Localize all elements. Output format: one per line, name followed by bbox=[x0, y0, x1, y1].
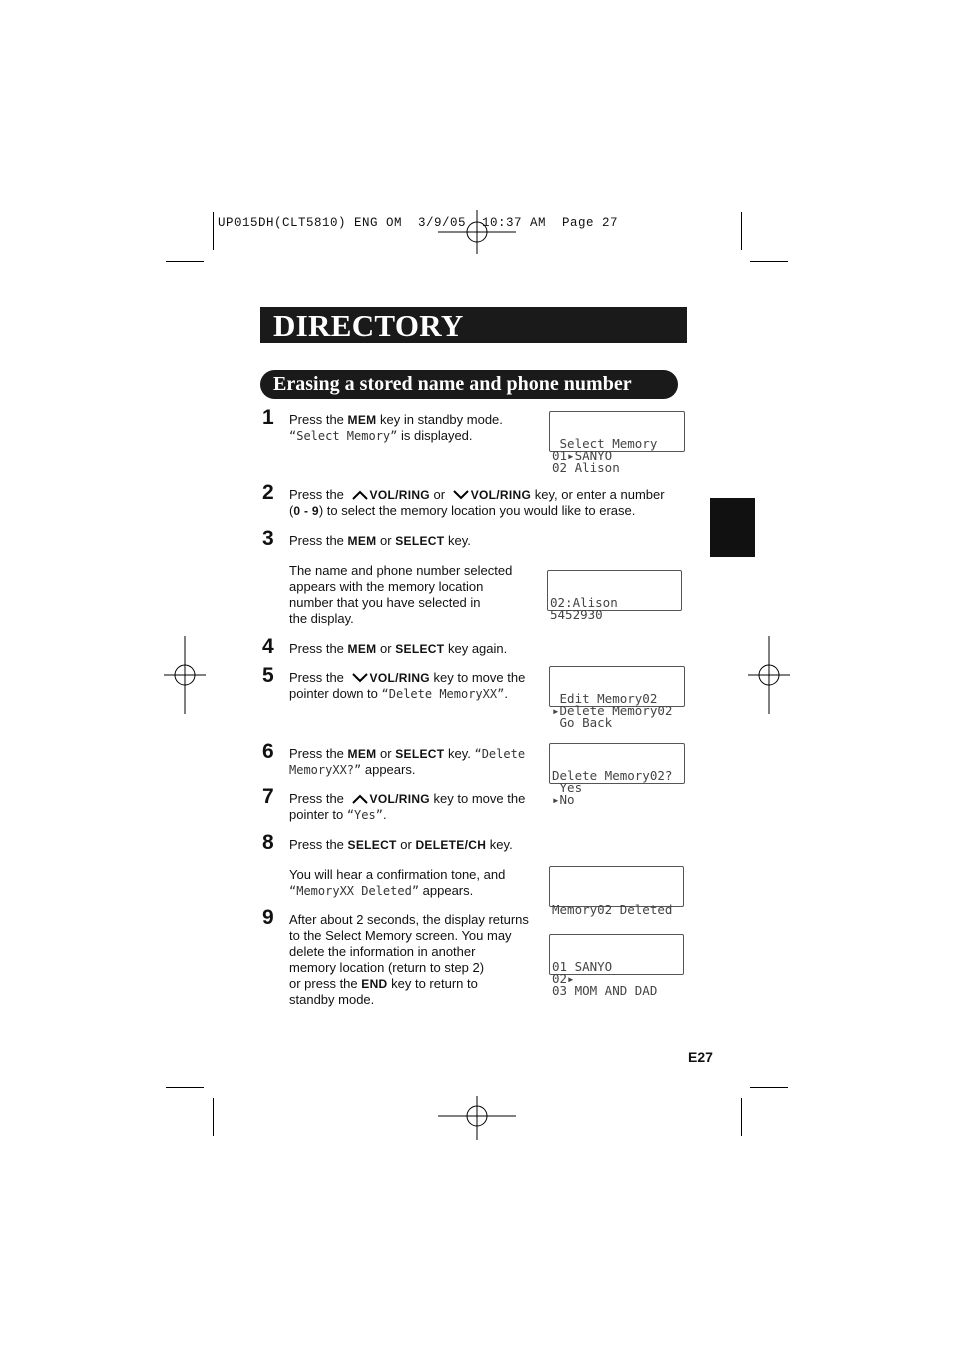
title-banner bbox=[260, 307, 687, 343]
step-number: 9 bbox=[262, 906, 274, 929]
lcd-display: Select Memory 01▸SANYO 02 Alison bbox=[549, 411, 685, 452]
step-8-text: Press the SELECT or DELETE/CH key. bbox=[289, 837, 513, 852]
page-number: E27 bbox=[688, 1049, 713, 1065]
section-title: Erasing a stored name and phone number bbox=[273, 373, 632, 395]
crop-mark bbox=[166, 261, 204, 262]
registration-mark-icon bbox=[438, 1096, 516, 1140]
step-2-text: Press the VOL/RING or VOL/RING key, or enter a number (0 - 9) to select the memory location you would like to erase. bbox=[289, 487, 665, 518]
step-number: 6 bbox=[262, 740, 274, 763]
step-6-text: Press the MEM or SELECT key. “Delete MemoryXX?” appears. bbox=[289, 746, 526, 777]
registration-mark-icon bbox=[748, 636, 790, 714]
caret-up-icon bbox=[352, 794, 368, 804]
crop-mark bbox=[741, 1098, 742, 1136]
crop-mark bbox=[213, 212, 214, 250]
step-number: 8 bbox=[262, 831, 274, 854]
print-slug: UP015DH(CLT5810) ENG OM 3/9/05 10:37 AM Page 27 bbox=[218, 216, 619, 230]
step-4-text: Press the MEM or SELECT key again. bbox=[289, 641, 508, 656]
lcd-display: Memory02 Deleted bbox=[549, 866, 684, 907]
side-tab bbox=[710, 498, 755, 557]
step-number: 3 bbox=[262, 527, 274, 550]
caret-up-icon bbox=[352, 490, 368, 500]
step-5-text: Press the VOL/RING key to move the pointer down to “Delete MemoryXX”. bbox=[289, 670, 526, 701]
crop-mark bbox=[213, 1098, 214, 1136]
lcd-display: 01 SANYO 02▸ 03 MOM AND DAD bbox=[549, 934, 684, 975]
caret-down-icon bbox=[352, 673, 368, 683]
lcd-display: 02:Alison 5452930 bbox=[547, 570, 682, 611]
step-number: 5 bbox=[262, 664, 274, 687]
lcd-display: Edit Memory02 ▸Delete Memory02 Go Back bbox=[549, 666, 685, 707]
crop-mark bbox=[750, 1087, 788, 1088]
registration-mark-icon bbox=[164, 636, 206, 714]
crop-mark bbox=[166, 1087, 204, 1088]
step-1-text: Press the MEM key in standby mode. “Select Memory” is displayed. bbox=[289, 412, 503, 443]
step-8-detail: You will hear a confirmation tone, and “MemoryXX Deleted” appears. bbox=[289, 867, 506, 898]
step-3-detail: The name and phone number selected appears with the memory location number that you have selected in the display. bbox=[289, 563, 513, 626]
step-number: 7 bbox=[262, 785, 274, 808]
step-3-text: Press the MEM or SELECT key. bbox=[289, 533, 471, 548]
step-number: 1 bbox=[262, 406, 274, 429]
crop-mark bbox=[741, 212, 742, 250]
section-banner bbox=[260, 370, 678, 399]
step-9-text: After about 2 seconds, the display returns to the Select Memory screen. You may delete the information in another memory location (return to step 2) or press the END key to return to standby mode. bbox=[289, 912, 529, 1007]
step-number: 2 bbox=[262, 481, 274, 504]
caret-down-icon bbox=[453, 490, 469, 500]
lcd-display: Delete Memory02? Yes ▸No bbox=[549, 743, 685, 784]
crop-mark bbox=[750, 261, 788, 262]
page-title: DIRECTORY bbox=[273, 308, 464, 343]
step-7-text: Press the VOL/RING key to move the pointer to “Yes”. bbox=[289, 791, 526, 822]
step-number: 4 bbox=[262, 635, 274, 658]
